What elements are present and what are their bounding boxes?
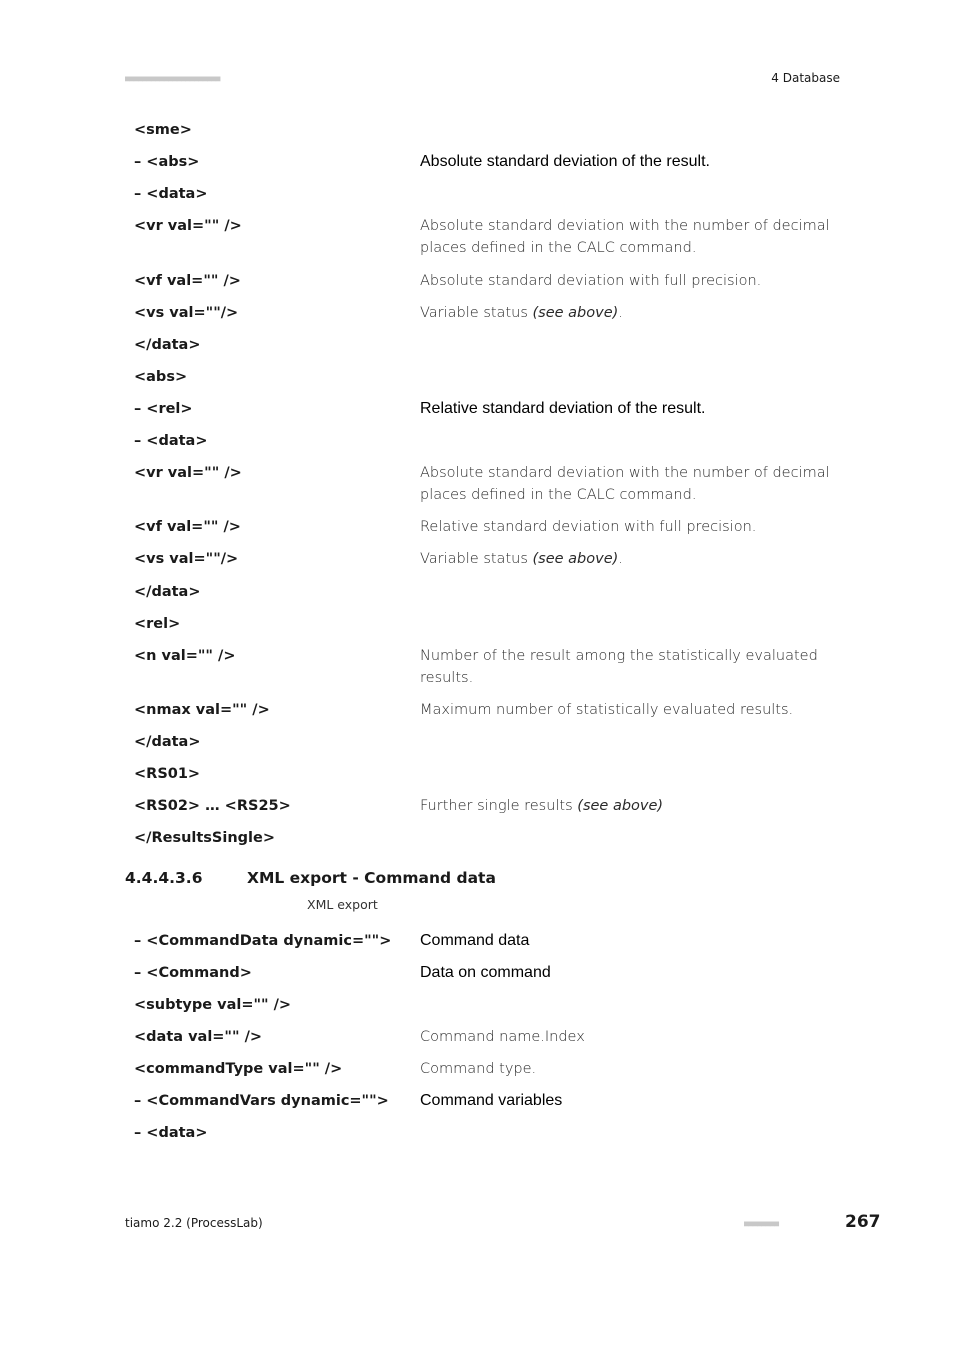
footer-product: tiamo 2.2 (ProcessLab) (125, 1216, 263, 1230)
xml-tag: <vf val="" /> (134, 273, 241, 289)
tag-description: Data on command (420, 964, 551, 981)
xml-tag: <n val="" /> (134, 648, 236, 664)
page-number: 267 (845, 1212, 881, 1232)
xml-tag: – <data> (134, 1125, 208, 1141)
xml-tag: <vs val=""/> (134, 305, 239, 321)
tag-description: Relative standard deviation of the result. (420, 400, 706, 417)
xml-tag: <commandType val="" /> (134, 1061, 343, 1077)
xml-tag: <vs val=""/> (134, 551, 239, 567)
reference-note: (see above) (532, 305, 619, 321)
xml-tag: <vf val="" /> (134, 519, 241, 535)
xml-tag: – <Command> (134, 965, 252, 981)
tag-description: Maximum number of statistically evaluated results. (420, 702, 794, 718)
tag-description: Absolute standard deviation with the number of decimal places defined in the CALC command. (420, 218, 830, 256)
xml-tag: – <CommandData dynamic=""> (134, 933, 392, 949)
tag-description: Command name.Index (420, 1029, 585, 1045)
xml-tag: <vr val="" /> (134, 465, 242, 481)
xml-tag: <rel> (134, 616, 181, 632)
section-title: XML export - Command data (247, 869, 496, 887)
tag-description: Relative standard deviation with full precision. (420, 519, 757, 535)
section-number: 4.4.4.3.6 (125, 869, 203, 887)
tag-description: Variable status (see above). (420, 551, 623, 567)
reference-note: (see above) (532, 551, 619, 567)
xml-tag: – <rel> (134, 401, 193, 417)
xml-tag: </data> (134, 734, 201, 750)
xml-tag: <nmax val="" /> (134, 702, 270, 718)
tag-description: Variable status (see above). (420, 305, 623, 321)
tag-description: Further single results (see above) (420, 798, 664, 814)
xml-tag: – <CommandVars dynamic=""> (134, 1093, 389, 1109)
xml-tag: <vr val="" /> (134, 218, 242, 234)
tag-description: Command data (420, 932, 530, 949)
xml-tag: </data> (134, 337, 201, 353)
xml-tag: – <data> (134, 433, 208, 449)
tag-description: Absolute standard deviation with full precision. (420, 273, 762, 289)
xml-tag: <RS01> (134, 766, 201, 782)
tag-description: Command variables (420, 1092, 563, 1109)
xml-tag: <subtype val="" /> (134, 997, 292, 1013)
section-caption: XML export (307, 897, 378, 912)
reference-note: (see above) (577, 798, 664, 814)
xml-tag: – <data> (134, 186, 208, 202)
tag-description: Absolute standard deviation of the result. (420, 153, 710, 170)
tag-description: Number of the result among the statistically evaluated results. (420, 648, 818, 686)
tag-description: Command type. (420, 1061, 537, 1077)
xml-tag: </ResultsSingle> (134, 830, 275, 846)
chapter-title: 4 Database (771, 71, 840, 85)
xml-tag: </data> (134, 584, 201, 600)
xml-tag: <abs> (134, 369, 188, 385)
footer-decoration: ■■■■■■■■ (744, 1219, 779, 1228)
xml-tag: <RS02> … <RS25> (134, 798, 291, 814)
header-decoration: ■■■■■■■■■■■■■■■■■■■■■■ (125, 74, 220, 83)
xml-tag: – <abs> (134, 154, 200, 170)
xml-tag: <data val="" /> (134, 1029, 263, 1045)
xml-tag: <sme> (134, 122, 192, 138)
tag-description: Absolute standard deviation with the number of decimal places defined in the CALC command. (420, 465, 830, 503)
